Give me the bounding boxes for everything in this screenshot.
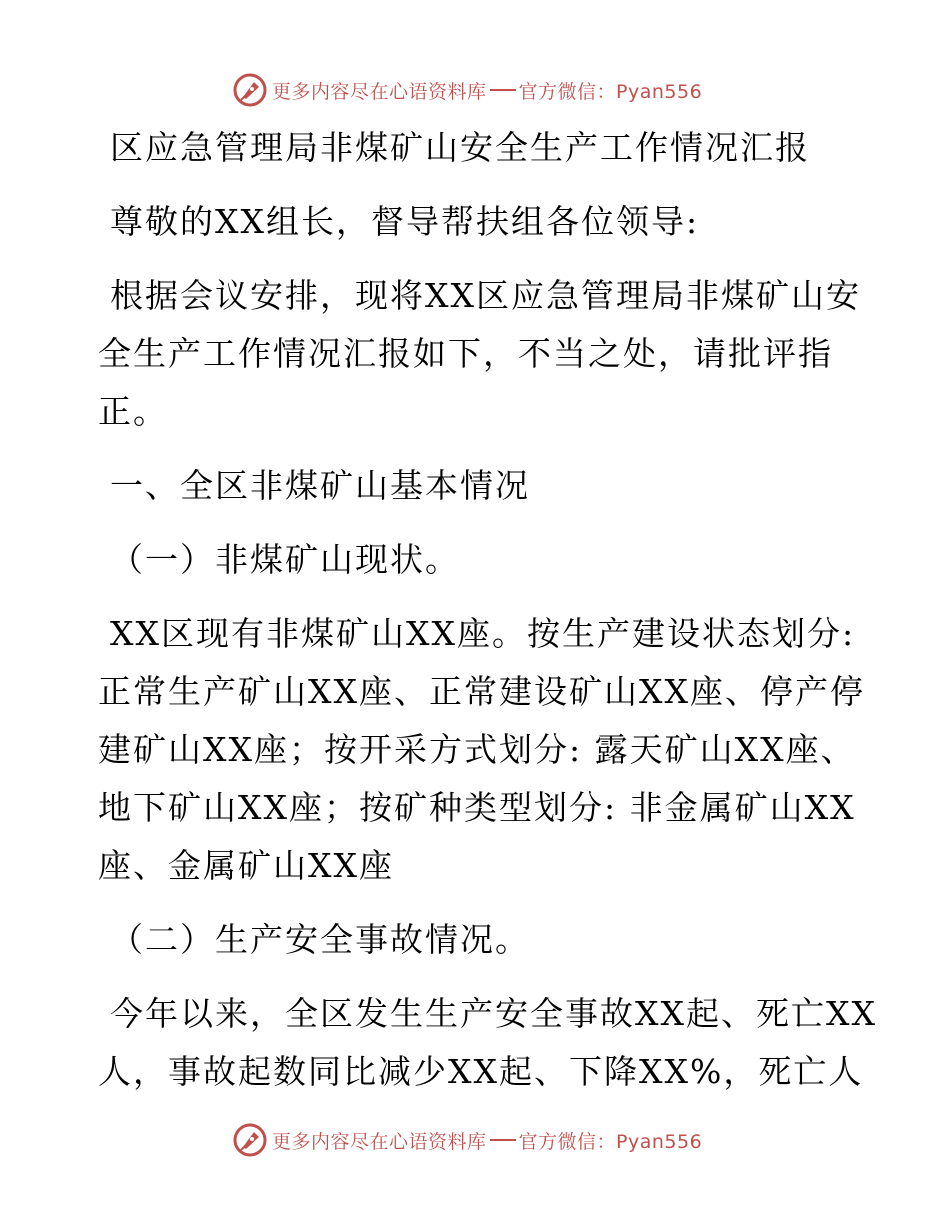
subsection-2-heading: （二）生产安全事故情况。	[110, 920, 530, 959]
watermark-suffix: 官方微信：Pyan556	[518, 1130, 703, 1153]
pen-nib-logo-icon	[232, 72, 268, 108]
subsection-1-line-1: XX区现有非煤矿山XX座。按生产建设状态划分:	[110, 614, 856, 653]
watermark-text: 更多内容尽在心语资料库	[272, 1130, 487, 1153]
subsection-1-heading: （一）非煤矿山现状。	[110, 540, 460, 579]
intro-line-2: 全生产工作情况汇报如下，不当之处，请批评指	[98, 334, 833, 373]
watermark-banner-top	[0, 70, 950, 110]
subsection-1-line-4: 地下矿山XX座；按矿种类型划分: 非金属矿山XX	[98, 788, 856, 827]
intro-line-3: 正。	[98, 392, 168, 431]
intro-line-1: 根据会议安排，现将XX区应急管理局非煤矿山安	[110, 276, 861, 315]
subsection-2-line-2: 人，事故起数同比减少XX起、下降XX%，死亡人	[98, 1052, 864, 1091]
subsection-1-line-3: 建矿山XX座；按开采方式划分: 露天矿山XX座、	[98, 730, 856, 769]
subsection-1-line-5: 座、金属矿山XX座	[98, 846, 394, 885]
salutation: 尊敬的XX组长，督导帮扶组各位领导:	[110, 202, 700, 241]
document-title: 区应急管理局非煤矿山安全生产工作情况汇报	[110, 128, 810, 167]
watermark-suffix: 官方微信：Pyan556	[518, 80, 703, 103]
watermark-dash	[490, 89, 516, 91]
subsection-1-line-2: 正常生产矿山XX座、正常建设矿山XX座、停产停	[98, 672, 865, 711]
section-1-heading: 一、全区非煤矿山基本情况	[110, 466, 530, 505]
pen-nib-logo-icon	[232, 1122, 268, 1158]
watermark-banner-bottom	[0, 1120, 950, 1160]
subsection-2-line-1: 今年以来，全区发生生产安全事故XX起、死亡XX	[110, 994, 877, 1033]
watermark-text: 更多内容尽在心语资料库	[272, 80, 487, 103]
watermark-dash	[490, 1139, 516, 1141]
